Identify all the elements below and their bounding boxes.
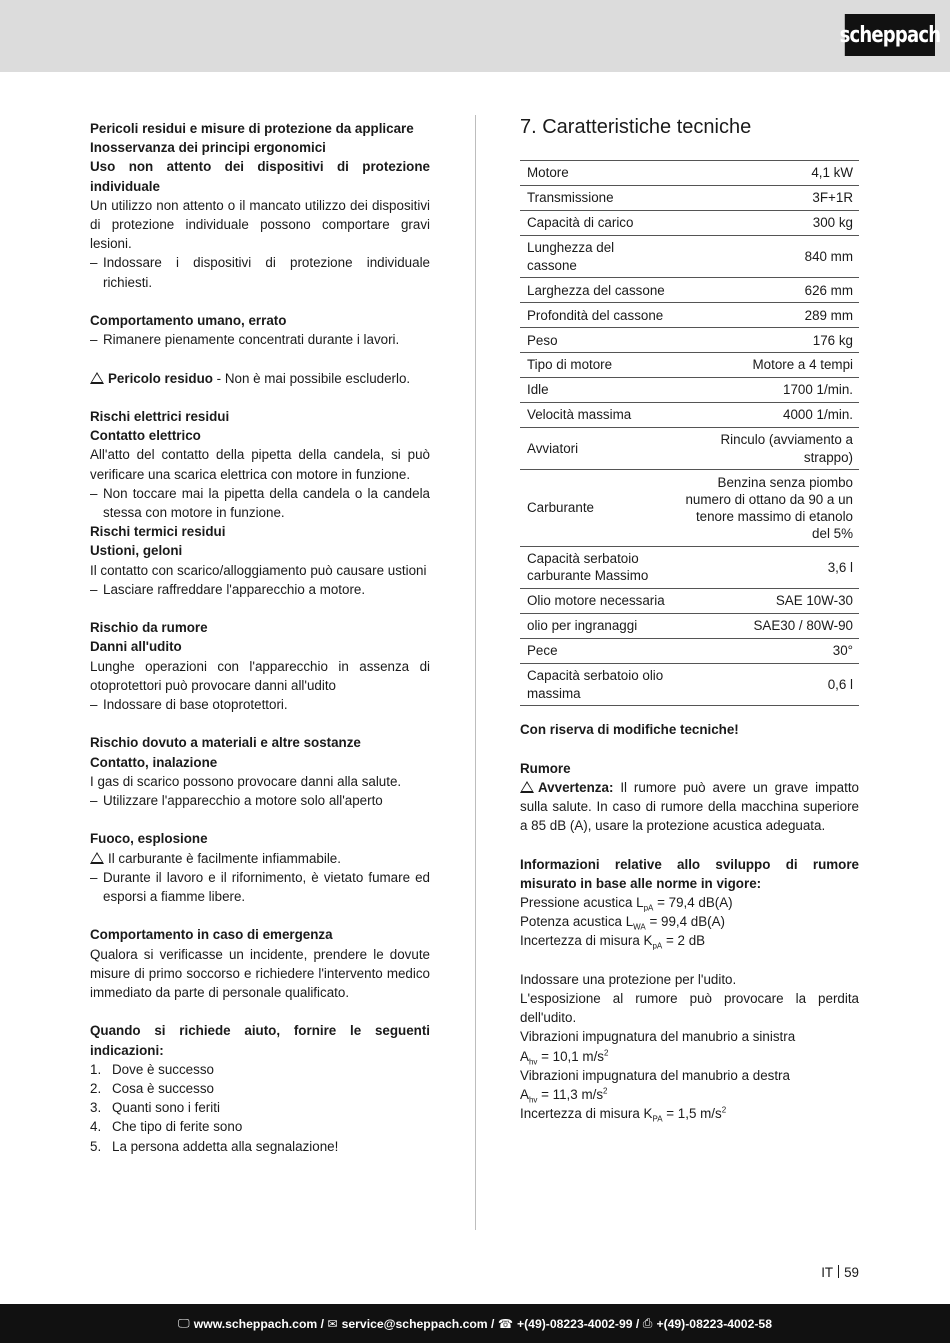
table-row: Capacità serbatoio carburante Massimo 3,6 l	[520, 546, 859, 588]
table-row: Larghezza del cassone 626 mm	[520, 278, 859, 303]
heading-electrical-risks: Rischi elettrici residui	[90, 409, 230, 424]
table-row: Profondità del cassone 289 mm	[520, 303, 859, 328]
paragraph-electrical: All'atto del contatto della pipetta della candela, si può verificare una scarica elettrica con motore in funzione.	[90, 447, 430, 482]
heading-inhalation: Contatto, inalazione	[90, 754, 218, 770]
heading-burns: Ustioni, geloni	[90, 543, 183, 559]
header-bar	[0, 0, 950, 72]
email-link[interactable]: service@scheppach.com /	[341, 1316, 495, 1331]
paragraph-ppe: Un utilizzo non attento o il mancato utilizzo dei dispositivi di protezione individuale possono comportare gravi lesioni.	[90, 197, 430, 252]
monitor-icon: 🖵︎	[178, 1316, 190, 1330]
vibration-right-value: $A_{hv} = 11,3$ $m/s^2$	[520, 1086, 608, 1105]
footer-bar	[0, 1304, 950, 1343]
heading-ergonomics: Inosservanza dei principi ergonomici	[90, 140, 326, 156]
table-row: Avviatori Rinculo (avviamento a strappo)	[520, 428, 859, 470]
fire-warning: Il carburante è facilmente infiammabile.	[90, 849, 430, 868]
table-row: Carburante Benzina senza piombo numero di ottano da 90 a un tenore massimo di etanolo del 5%	[520, 470, 859, 547]
table-row: Lunghezza del cassone 840 mm	[520, 235, 859, 277]
table-row: Peso 176 kg	[520, 328, 859, 353]
table-row: Pece 30°	[520, 638, 859, 663]
heading-thermal-risks: Rischi termici residui	[90, 524, 226, 540]
paragraph-emergency: Qualora si verificasse un incidente, prendere le dovute misure di primo soccorso e richiedere l'intervento medico immediato da parte di personale qualificato.	[90, 946, 430, 1001]
heading-noise-info: Informazioni relative allo sviluppo di rumore misurato in base alle norme in vigore:	[520, 856, 859, 891]
hearing-protection-note: Indossare una protezione per l'udito.	[520, 971, 737, 987]
heading-help-info: Quando si richiede aiuto, fornire le seguenti indicazioni:	[90, 1023, 430, 1058]
spec-table	[520, 160, 859, 706]
section-title: 7. Caratteristiche tecniche	[520, 116, 752, 138]
noise-warning: Avvertenza: Il rumore può avere un grave impatto sulla salute. In caso di rumore della macchina superiore a 85 dB (A), usare la protezione acustica adeguata.	[520, 779, 859, 834]
heading-human-behaviour: Comportamento umano, errato	[90, 313, 287, 329]
heading-materials-risk: Rischio dovuto a materiali e altre sostanze	[90, 735, 361, 751]
heading-residual-risks: Pericoli residui e misure di protezione da applicare	[90, 121, 414, 136]
table-row: Capacità serbatoio olio massima 0,6 l	[520, 663, 859, 705]
list-item: 3. Quanti sono i feriti	[90, 1100, 220, 1116]
fax-icon: ⎙	[642, 1316, 653, 1330]
phone-number: +(49)-08223-4002-99 /	[517, 1316, 640, 1331]
vibration-left-value: $A_{hv} = 10,1$ $m/s^2$	[520, 1048, 609, 1067]
measurement-uncertainty: Incertezza di misura $K_{pA} = 2$ dB	[520, 933, 706, 952]
list-item: 2. Cosa è successo	[90, 1081, 214, 1097]
heading-noise-risk: Rischio da rumore	[90, 620, 208, 636]
list-item: 1. Dove è successo	[90, 1061, 214, 1077]
website-link[interactable]: www.scheppach.com /	[193, 1316, 325, 1331]
table-row: Idle 1700 1/min.	[520, 378, 859, 403]
vibration-right-label: Vibrazioni impugnatura del manubrio a destra	[520, 1067, 790, 1083]
heading-hearing-damage: Danni all'udito	[90, 639, 182, 655]
page-number: IT 59	[821, 1265, 859, 1280]
table-row: Motore 4,1 kW	[520, 161, 859, 186]
dash-item: – Lasciare raffreddare l'apparecchio a motore.	[90, 581, 366, 597]
left-column	[90, 119, 430, 1156]
list-item: 5. La persona addetta alla segnalazione!	[90, 1138, 339, 1154]
table-row: Capacità di carico 300 kg	[520, 210, 859, 235]
paragraph-exhaust: I gas di scarico possono provocare danni alla salute.	[90, 773, 402, 789]
warning-icon	[520, 781, 534, 793]
dash-item: – Indossare di base otoprotettori.	[90, 697, 288, 713]
sound-pressure: Pressione acustica $L_{pA} = 79,4$ dB(A)	[520, 894, 733, 913]
paragraph-thermal: Il contatto con scarico/alloggiamento può causare ustioni	[90, 562, 427, 578]
fax-number: +(49)-08223-4002-58	[656, 1316, 772, 1331]
reserve-note: Con riserva di modifiche tecniche!	[520, 722, 739, 738]
heading-fire: Fuoco, esplosione	[90, 831, 208, 847]
table-row: Transmissione 3F+1R	[520, 185, 859, 210]
table-row: Velocità massima 4000 1/min.	[520, 403, 859, 428]
dash-item: – Durante il lavoro e il rifornimento, è vietato fumare ed esporsi a fiamme libere.	[90, 869, 430, 905]
dash-item: – Indossare i dispositivi di protezione individuale richiesti.	[90, 255, 430, 290]
heading-electrical-contact: Contatto elettrico	[90, 428, 201, 444]
dash-item: – Non toccare mai la pipetta della candela o la candela stessa con motore in funzione.	[90, 485, 430, 521]
warning-icon	[90, 372, 104, 384]
vibration-left-label: Vibrazioni impugnatura del manubrio a sinistra	[520, 1029, 796, 1045]
dash-item: – Rimanere pienamente concentrati durante i lavori.	[90, 332, 400, 348]
scheppach-logo: scheppach	[845, 14, 935, 56]
heading-noise: Rumore	[520, 760, 571, 776]
dash-item: – Utilizzare l'apparecchio a motore solo all'aperto	[90, 793, 383, 809]
column-divider	[475, 115, 476, 1230]
sound-power: Potenza acustica $L_{WA} = 99,4$ dB(A)	[520, 914, 726, 932]
right-column	[520, 113, 859, 1123]
paragraph-noise: Lunghe operazioni con l'apparecchio in assenza di otoprotettori può provocare danni all'udito	[90, 658, 430, 693]
list-item: 4. Che tipo di ferite sono	[90, 1119, 243, 1135]
hearing-loss-note: L'esposizione al rumore può provocare la perdita dell'udito.	[520, 990, 859, 1026]
heading-emergency: Comportamento in caso di emergenza	[90, 927, 333, 943]
residual-danger-note: Pericolo residuo - Non è mai possibile escluderlo.	[90, 369, 430, 388]
warning-icon	[90, 852, 104, 864]
table-row: Tipo di motore Motore a 4 tempi	[520, 353, 859, 378]
mail-icon: ✉︎	[327, 1316, 338, 1331]
table-row: olio per ingranaggi SAE30 / 80W-90	[520, 614, 859, 639]
phone-icon: ☎︎	[497, 1316, 513, 1331]
table-row: Olio motore necessaria SAE 10W-30	[520, 589, 859, 614]
heading-ppe: Uso non attento dei dispositivi di protezione individuale	[90, 159, 430, 194]
vibration-uncertainty: Incertezza di misura $K_{PA} = 1,5$ $m/s^2$	[520, 1105, 727, 1124]
